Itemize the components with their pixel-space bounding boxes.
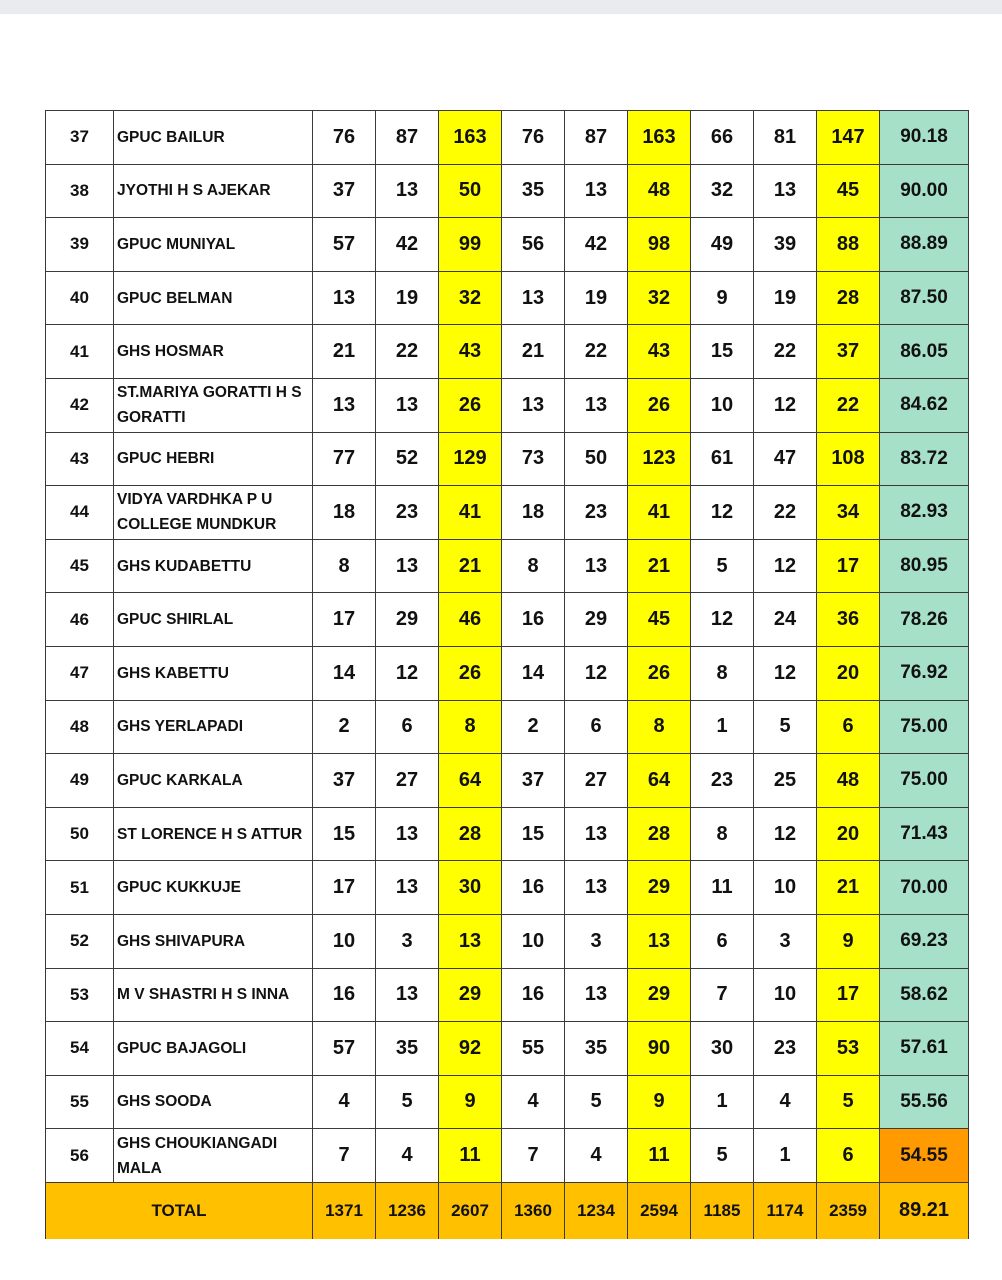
row-value-cell: 46 [439, 593, 502, 647]
row-value-cell: 22 [565, 325, 628, 379]
row-value-cell: 13 [376, 539, 439, 593]
row-value-cell: 48 [817, 754, 880, 808]
row-value-cell: 28 [628, 807, 691, 861]
row-value-cell: 19 [754, 271, 817, 325]
row-value-cell: 9 [691, 271, 754, 325]
row-pass-percentage: 75.00 [880, 700, 969, 754]
row-value-cell: 7 [502, 1129, 565, 1183]
row-value-cell: 76 [502, 111, 565, 165]
table-row [46, 646, 969, 700]
row-value-cell: 25 [754, 754, 817, 808]
row-value-cell: 19 [376, 271, 439, 325]
row-value-cell: 6 [817, 1129, 880, 1183]
row-value-cell: 98 [628, 218, 691, 272]
row-value-cell: 16 [502, 861, 565, 915]
row-value-cell: 81 [754, 111, 817, 165]
row-value-cell: 13 [628, 914, 691, 968]
table-row [46, 861, 969, 915]
total-value-cell: 1236 [376, 1182, 439, 1239]
row-value-cell: 21 [502, 325, 565, 379]
row-value-cell: 10 [754, 968, 817, 1022]
total-label: TOTAL [46, 1182, 313, 1239]
row-value-cell: 17 [817, 968, 880, 1022]
row-value-cell: 4 [313, 1075, 376, 1129]
row-value-cell: 2 [313, 700, 376, 754]
row-value-cell: 11 [628, 1129, 691, 1183]
row-value-cell: 12 [754, 807, 817, 861]
row-school-name: GPUC KARKALA [114, 754, 313, 808]
row-value-cell: 32 [439, 271, 502, 325]
row-value-cell: 49 [691, 218, 754, 272]
row-value-cell: 20 [817, 646, 880, 700]
row-school-name: GHS YERLAPADI [114, 700, 313, 754]
row-value-cell: 21 [439, 539, 502, 593]
total-value-cell: 1185 [691, 1182, 754, 1239]
row-value-cell: 5 [691, 539, 754, 593]
row-value-cell: 30 [691, 1022, 754, 1076]
row-value-cell: 6 [565, 700, 628, 754]
row-serial-number: 46 [46, 593, 114, 647]
row-value-cell: 9 [628, 1075, 691, 1129]
row-value-cell: 12 [691, 593, 754, 647]
row-value-cell: 42 [565, 218, 628, 272]
row-value-cell: 6 [817, 700, 880, 754]
row-value-cell: 123 [628, 432, 691, 486]
row-value-cell: 18 [502, 486, 565, 540]
row-value-cell: 12 [691, 486, 754, 540]
row-pass-percentage: 55.56 [880, 1075, 969, 1129]
row-value-cell: 36 [817, 593, 880, 647]
row-value-cell: 21 [628, 539, 691, 593]
row-value-cell: 21 [313, 325, 376, 379]
row-value-cell: 13 [313, 378, 376, 432]
row-value-cell: 6 [376, 700, 439, 754]
row-pass-percentage: 90.18 [880, 111, 969, 165]
row-value-cell: 16 [502, 593, 565, 647]
row-school-name: GHS CHOUKIANGADI MALA [114, 1129, 313, 1183]
row-value-cell: 10 [313, 914, 376, 968]
row-value-cell: 24 [754, 593, 817, 647]
table-row [46, 1129, 969, 1183]
row-pass-percentage: 90.00 [880, 164, 969, 218]
row-value-cell: 92 [439, 1022, 502, 1076]
row-pass-percentage: 71.43 [880, 807, 969, 861]
row-value-cell: 42 [376, 218, 439, 272]
row-value-cell: 35 [502, 164, 565, 218]
row-value-cell: 5 [754, 700, 817, 754]
row-value-cell: 20 [817, 807, 880, 861]
row-value-cell: 8 [313, 539, 376, 593]
row-value-cell: 13 [376, 807, 439, 861]
row-value-cell: 14 [313, 646, 376, 700]
row-value-cell: 147 [817, 111, 880, 165]
row-value-cell: 4 [565, 1129, 628, 1183]
row-value-cell: 48 [628, 164, 691, 218]
row-value-cell: 26 [628, 378, 691, 432]
row-school-name: ST LORENCE H S ATTUR [114, 807, 313, 861]
row-value-cell: 53 [817, 1022, 880, 1076]
row-value-cell: 29 [628, 861, 691, 915]
row-pass-percentage: 80.95 [880, 539, 969, 593]
row-value-cell: 13 [376, 164, 439, 218]
row-pass-percentage: 69.23 [880, 914, 969, 968]
row-serial-number: 41 [46, 325, 114, 379]
row-value-cell: 1 [754, 1129, 817, 1183]
table-row [46, 968, 969, 1022]
row-value-cell: 90 [628, 1022, 691, 1076]
total-value-cell: 2594 [628, 1182, 691, 1239]
row-pass-percentage: 78.26 [880, 593, 969, 647]
row-school-name: GPUC BELMAN [114, 271, 313, 325]
row-value-cell: 87 [565, 111, 628, 165]
row-value-cell: 57 [313, 218, 376, 272]
row-value-cell: 163 [628, 111, 691, 165]
row-value-cell: 87 [376, 111, 439, 165]
row-school-name: GPUC BAILUR [114, 111, 313, 165]
row-value-cell: 16 [502, 968, 565, 1022]
row-value-cell: 23 [691, 754, 754, 808]
row-value-cell: 4 [502, 1075, 565, 1129]
row-pass-percentage: 76.92 [880, 646, 969, 700]
row-value-cell: 35 [376, 1022, 439, 1076]
row-value-cell: 43 [628, 325, 691, 379]
row-value-cell: 29 [565, 593, 628, 647]
row-value-cell: 8 [691, 646, 754, 700]
row-serial-number: 40 [46, 271, 114, 325]
row-school-name: GPUC KUKKUJE [114, 861, 313, 915]
row-value-cell: 13 [439, 914, 502, 968]
row-serial-number: 39 [46, 218, 114, 272]
row-value-cell: 13 [565, 539, 628, 593]
row-serial-number: 55 [46, 1075, 114, 1129]
row-value-cell: 50 [439, 164, 502, 218]
row-value-cell: 7 [313, 1129, 376, 1183]
row-value-cell: 11 [691, 861, 754, 915]
row-serial-number: 37 [46, 111, 114, 165]
total-value-cell: 2359 [817, 1182, 880, 1239]
row-value-cell: 35 [565, 1022, 628, 1076]
row-value-cell: 50 [565, 432, 628, 486]
row-pass-percentage: 58.62 [880, 968, 969, 1022]
row-school-name: GHS SHIVAPURA [114, 914, 313, 968]
row-value-cell: 5 [817, 1075, 880, 1129]
row-value-cell: 5 [376, 1075, 439, 1129]
row-value-cell: 43 [439, 325, 502, 379]
row-school-name: VIDYA VARDHKA P U COLLEGE MUNDKUR [114, 486, 313, 540]
row-value-cell: 13 [754, 164, 817, 218]
row-pass-percentage: 54.55 [880, 1129, 969, 1183]
row-value-cell: 14 [502, 646, 565, 700]
row-value-cell: 4 [376, 1129, 439, 1183]
row-value-cell: 45 [817, 164, 880, 218]
row-pass-percentage: 88.89 [880, 218, 969, 272]
row-serial-number: 47 [46, 646, 114, 700]
row-value-cell: 13 [565, 861, 628, 915]
row-value-cell: 3 [754, 914, 817, 968]
row-value-cell: 27 [565, 754, 628, 808]
row-value-cell: 22 [376, 325, 439, 379]
row-value-cell: 29 [439, 968, 502, 1022]
row-value-cell: 41 [439, 486, 502, 540]
row-serial-number: 56 [46, 1129, 114, 1183]
results-table [45, 110, 969, 1239]
row-serial-number: 43 [46, 432, 114, 486]
row-school-name: GHS KABETTU [114, 646, 313, 700]
row-value-cell: 23 [754, 1022, 817, 1076]
row-value-cell: 26 [439, 378, 502, 432]
row-value-cell: 39 [754, 218, 817, 272]
row-value-cell: 7 [691, 968, 754, 1022]
row-pass-percentage: 84.62 [880, 378, 969, 432]
row-value-cell: 15 [313, 807, 376, 861]
row-school-name: GPUC HEBRI [114, 432, 313, 486]
row-value-cell: 13 [376, 378, 439, 432]
row-value-cell: 52 [376, 432, 439, 486]
row-value-cell: 9 [817, 914, 880, 968]
table-row [46, 593, 969, 647]
row-value-cell: 12 [754, 539, 817, 593]
row-value-cell: 12 [754, 378, 817, 432]
row-value-cell: 55 [502, 1022, 565, 1076]
row-school-name: GPUC MUNIYAL [114, 218, 313, 272]
row-value-cell: 41 [628, 486, 691, 540]
row-pass-percentage: 82.93 [880, 486, 969, 540]
row-value-cell: 57 [313, 1022, 376, 1076]
row-school-name: ST.MARIYA GORATTI H S GORATTI [114, 378, 313, 432]
row-pass-percentage: 75.00 [880, 754, 969, 808]
row-value-cell: 13 [502, 378, 565, 432]
table-row [46, 539, 969, 593]
table-row [46, 432, 969, 486]
row-school-name: JYOTHI H S AJEKAR [114, 164, 313, 218]
row-serial-number: 49 [46, 754, 114, 808]
table-row [46, 807, 969, 861]
row-pass-percentage: 87.50 [880, 271, 969, 325]
row-value-cell: 37 [817, 325, 880, 379]
row-pass-percentage: 83.72 [880, 432, 969, 486]
row-serial-number: 51 [46, 861, 114, 915]
row-value-cell: 73 [502, 432, 565, 486]
row-value-cell: 28 [817, 271, 880, 325]
row-value-cell: 13 [565, 378, 628, 432]
row-value-cell: 56 [502, 218, 565, 272]
row-school-name: GHS HOSMAR [114, 325, 313, 379]
table-row [46, 1022, 969, 1076]
row-pass-percentage: 70.00 [880, 861, 969, 915]
row-value-cell: 19 [565, 271, 628, 325]
row-value-cell: 4 [754, 1075, 817, 1129]
row-value-cell: 1 [691, 1075, 754, 1129]
row-value-cell: 29 [376, 593, 439, 647]
row-value-cell: 13 [376, 968, 439, 1022]
total-value-cell: 1234 [565, 1182, 628, 1239]
row-value-cell: 99 [439, 218, 502, 272]
table-row [46, 486, 969, 540]
row-serial-number: 42 [46, 378, 114, 432]
row-value-cell: 8 [628, 700, 691, 754]
row-value-cell: 76 [313, 111, 376, 165]
row-value-cell: 18 [313, 486, 376, 540]
row-value-cell: 129 [439, 432, 502, 486]
table-body [46, 111, 969, 1239]
row-value-cell: 13 [565, 807, 628, 861]
row-value-cell: 34 [817, 486, 880, 540]
row-value-cell: 37 [313, 164, 376, 218]
row-serial-number: 52 [46, 914, 114, 968]
row-school-name: M V SHASTRI H S INNA [114, 968, 313, 1022]
row-value-cell: 5 [691, 1129, 754, 1183]
row-pass-percentage: 57.61 [880, 1022, 969, 1076]
total-value-cell: 2607 [439, 1182, 502, 1239]
row-value-cell: 12 [754, 646, 817, 700]
row-value-cell: 32 [628, 271, 691, 325]
row-pass-percentage: 86.05 [880, 325, 969, 379]
row-serial-number: 53 [46, 968, 114, 1022]
total-value-cell: 1174 [754, 1182, 817, 1239]
row-value-cell: 61 [691, 432, 754, 486]
row-value-cell: 32 [691, 164, 754, 218]
row-value-cell: 9 [439, 1075, 502, 1129]
row-serial-number: 54 [46, 1022, 114, 1076]
row-value-cell: 77 [313, 432, 376, 486]
row-value-cell: 2 [502, 700, 565, 754]
table-row [46, 378, 969, 432]
row-value-cell: 21 [817, 861, 880, 915]
row-value-cell: 22 [817, 378, 880, 432]
total-value-cell: 1371 [313, 1182, 376, 1239]
table-row [46, 914, 969, 968]
row-value-cell: 15 [691, 325, 754, 379]
row-value-cell: 30 [439, 861, 502, 915]
row-value-cell: 163 [439, 111, 502, 165]
row-school-name: GPUC BAJAGOLI [114, 1022, 313, 1076]
row-value-cell: 5 [565, 1075, 628, 1129]
row-serial-number: 44 [46, 486, 114, 540]
row-value-cell: 45 [628, 593, 691, 647]
row-value-cell: 108 [817, 432, 880, 486]
row-school-name: GHS KUDABETTU [114, 539, 313, 593]
row-value-cell: 3 [376, 914, 439, 968]
row-value-cell: 13 [376, 861, 439, 915]
row-value-cell: 13 [502, 271, 565, 325]
row-value-cell: 13 [313, 271, 376, 325]
row-value-cell: 88 [817, 218, 880, 272]
row-value-cell: 13 [565, 968, 628, 1022]
table-row [46, 111, 969, 165]
row-value-cell: 26 [628, 646, 691, 700]
row-value-cell: 10 [754, 861, 817, 915]
row-school-name: GPUC SHIRLAL [114, 593, 313, 647]
table-row [46, 700, 969, 754]
row-value-cell: 17 [313, 593, 376, 647]
total-row [46, 1182, 969, 1239]
row-value-cell: 6 [691, 914, 754, 968]
row-value-cell: 37 [313, 754, 376, 808]
row-value-cell: 16 [313, 968, 376, 1022]
row-serial-number: 48 [46, 700, 114, 754]
row-value-cell: 22 [754, 325, 817, 379]
total-pass-percentage: 89.21 [880, 1182, 969, 1239]
row-value-cell: 26 [439, 646, 502, 700]
total-value-cell: 1360 [502, 1182, 565, 1239]
row-value-cell: 29 [628, 968, 691, 1022]
table-row [46, 271, 969, 325]
row-value-cell: 12 [376, 646, 439, 700]
row-value-cell: 23 [565, 486, 628, 540]
row-value-cell: 10 [502, 914, 565, 968]
table-row [46, 1075, 969, 1129]
row-value-cell: 37 [502, 754, 565, 808]
row-serial-number: 45 [46, 539, 114, 593]
row-value-cell: 10 [691, 378, 754, 432]
table-row [46, 218, 969, 272]
table-row [46, 164, 969, 218]
row-value-cell: 27 [376, 754, 439, 808]
row-serial-number: 50 [46, 807, 114, 861]
row-value-cell: 8 [439, 700, 502, 754]
row-value-cell: 22 [754, 486, 817, 540]
table-row [46, 754, 969, 808]
row-value-cell: 64 [439, 754, 502, 808]
row-school-name: GHS SOODA [114, 1075, 313, 1129]
row-value-cell: 13 [565, 164, 628, 218]
row-value-cell: 66 [691, 111, 754, 165]
row-value-cell: 15 [502, 807, 565, 861]
row-value-cell: 17 [313, 861, 376, 915]
window-top-bar [0, 0, 1002, 14]
row-serial-number: 38 [46, 164, 114, 218]
row-value-cell: 64 [628, 754, 691, 808]
row-value-cell: 12 [565, 646, 628, 700]
row-value-cell: 11 [439, 1129, 502, 1183]
row-value-cell: 8 [691, 807, 754, 861]
table-row [46, 325, 969, 379]
row-value-cell: 1 [691, 700, 754, 754]
row-value-cell: 28 [439, 807, 502, 861]
row-value-cell: 3 [565, 914, 628, 968]
row-value-cell: 17 [817, 539, 880, 593]
row-value-cell: 8 [502, 539, 565, 593]
row-value-cell: 47 [754, 432, 817, 486]
row-value-cell: 23 [376, 486, 439, 540]
